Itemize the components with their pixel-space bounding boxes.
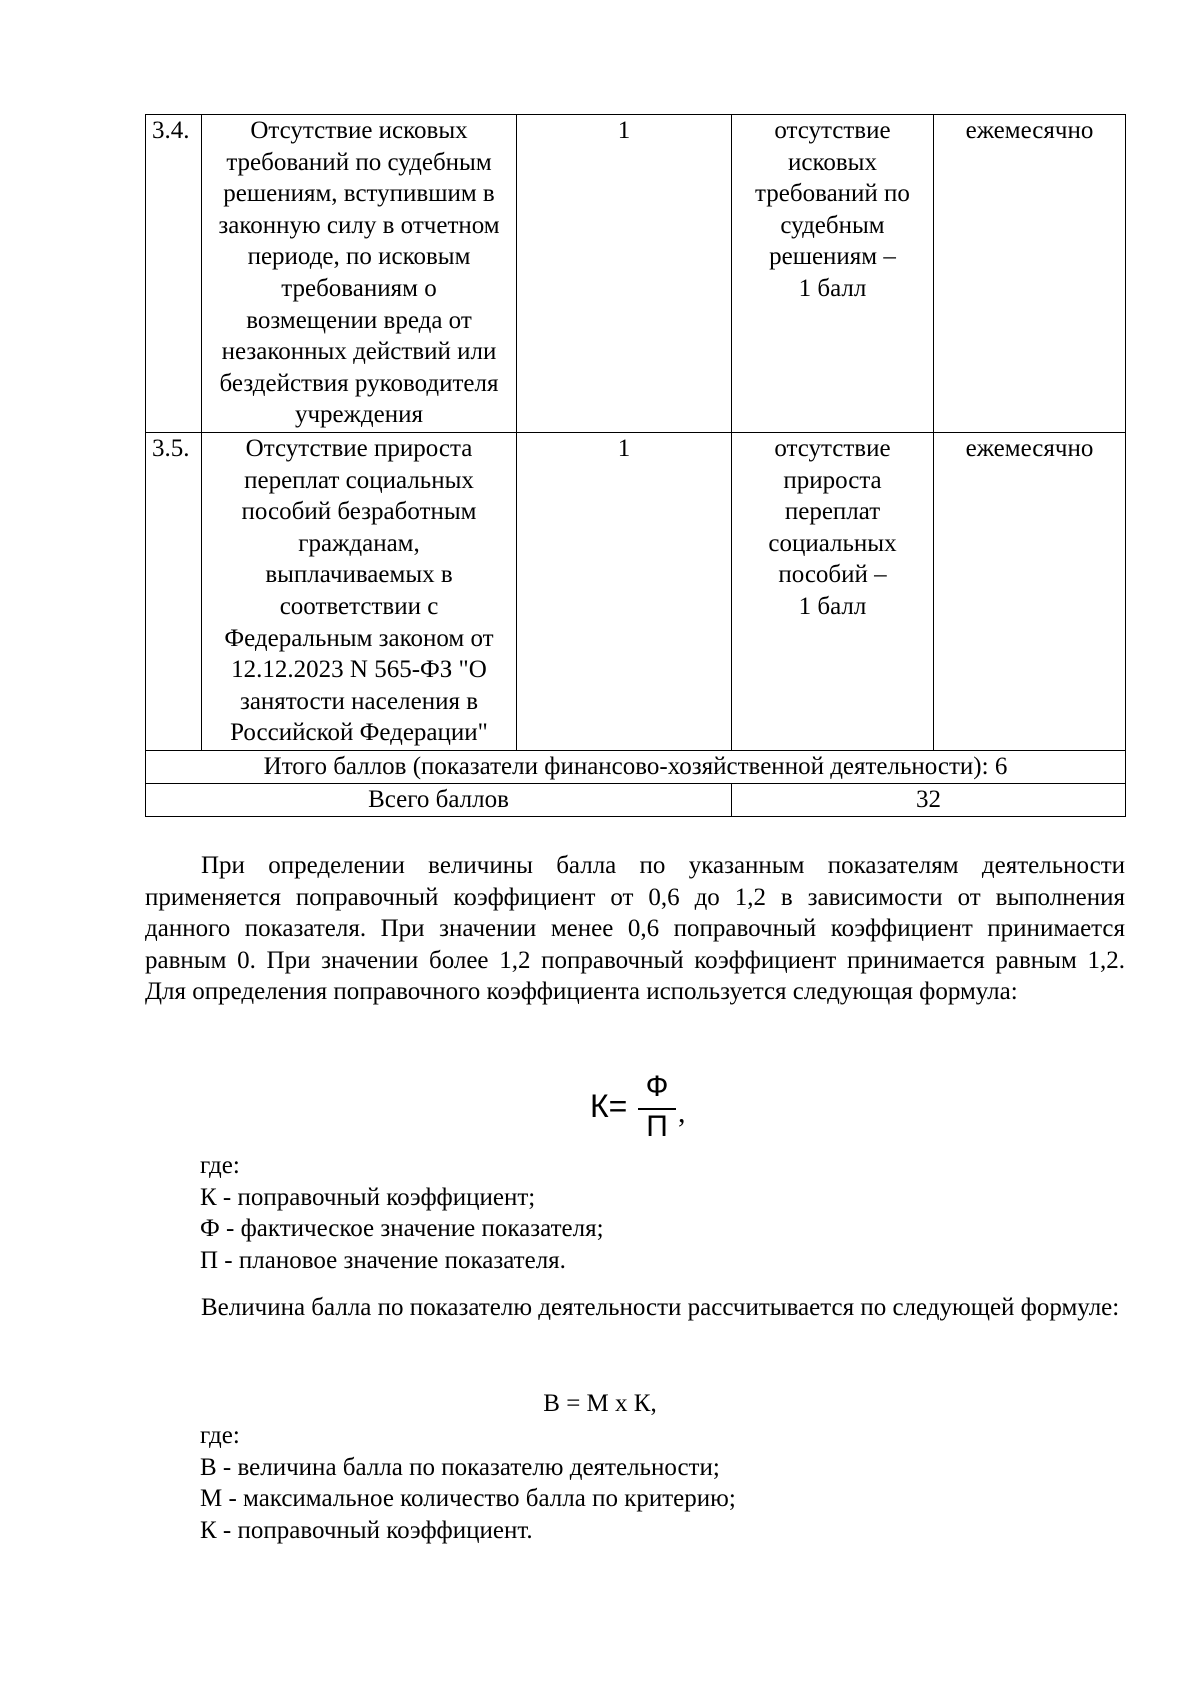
points-cell: 1: [517, 115, 732, 433]
subtotal-cell: Итого баллов (показатели финансово-хозяйственной деятельности): 6: [146, 751, 1126, 784]
total-label: Всего баллов: [146, 784, 732, 817]
points-cell: 1: [517, 433, 732, 751]
formula-denominator: П: [646, 1110, 668, 1143]
legend-1: [200, 1150, 604, 1276]
total-row: [146, 784, 1126, 817]
indicators-table: [145, 114, 1126, 817]
legend-item: К - поправочный коэффициент;: [200, 1183, 536, 1211]
legend-where: где:: [200, 1152, 240, 1179]
row-number: 3.4.: [146, 115, 202, 433]
legend-item: Ф - фактическое значение показателя;: [200, 1215, 604, 1243]
legend-where: где:: [200, 1422, 240, 1449]
paragraph-coefficient: При определении величины балла по указанным показателям деятельности применяется поправочный коэффициент от 0,6 до 1,2 в зависимости от выполнения данного показателя. При значении менее 0,6 поправочный коэффициент принимается равным 0. При значении более 1,2 поправочный коэффициент принимается равным 1,2. Для определения поправочного коэффициента используется следующая формула:: [145, 852, 1125, 1006]
period-cell: ежемесячно: [934, 115, 1126, 433]
formula-comma: ,: [678, 1096, 686, 1129]
legend-item: П - плановое значение показателя.: [200, 1246, 566, 1274]
paragraph-2-wrap: [145, 1292, 1125, 1324]
row-number: 3.5.: [146, 433, 202, 751]
table-row: [146, 115, 1126, 433]
criteria-cell: отсутствие прироста переплат социальных пособий – 1 балл: [732, 433, 934, 751]
indicator-cell: Отсутствие исковых требований по судебным решениям, вступившим в законную силу в отчетном периоде, по исковым требованиям о возмещении вреда от незаконных действий или бездействия руководителя учреждения: [202, 115, 517, 433]
document-page: [145, 114, 1125, 1008]
subtotal-row: [146, 751, 1126, 784]
indicator-cell: Отсутствие прироста переплат социальных пособий безработным гражданам, выплачиваемых в соответствии с Федеральным законом от 12.12.2023 N 565-ФЗ "О занятости населения в Российской Федерации": [202, 433, 517, 751]
legend-item: М - максимальное количество балла по критерию;: [200, 1485, 736, 1513]
period-cell: ежемесячно: [934, 433, 1126, 751]
total-value: 32: [732, 784, 1126, 817]
legend-item: В - величина балла по показателю деятельности;: [200, 1453, 720, 1481]
score-formula: В = М х К,: [543, 1390, 657, 1417]
legend-item: К - поправочный коэффициент.: [200, 1516, 533, 1544]
formula-left: К=: [590, 1088, 628, 1124]
table-row: [146, 433, 1126, 751]
paragraph-score: Величина балла по показателю деятельности рассчитывается по следующей формуле:: [201, 1294, 1120, 1321]
criteria-cell: отсутствие исковых требований по судебным решениям – 1 балл: [732, 115, 934, 433]
legend-2: [200, 1420, 736, 1546]
coefficient-formula: [590, 1070, 700, 1150]
formula-numerator: Ф: [645, 1070, 669, 1103]
